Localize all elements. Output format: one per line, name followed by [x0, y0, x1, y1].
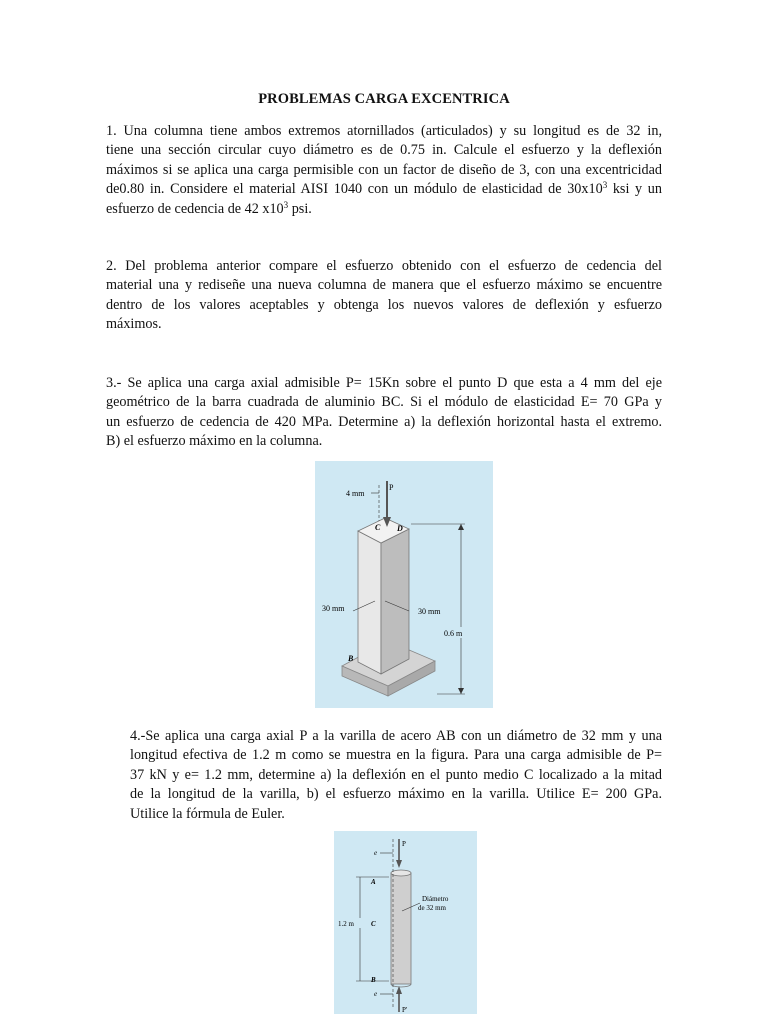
point-b-label: B	[371, 976, 376, 984]
width-right-label: 30 mm	[418, 607, 441, 616]
figure-square-column	[315, 461, 493, 708]
text-run: esfuerzo de cedencia de 42 x10	[106, 200, 284, 217]
problem-4-line: 37 kN y e= 1.2 mm, determine a) la deflexión en el punto medio C localizado a la mitad	[130, 766, 662, 783]
text-run: psi.	[288, 200, 312, 217]
bottom-load-label: P'	[402, 1006, 408, 1014]
problem-2-line: material una y rediseñe una nueva columna de manera que el esfuerzo máximo se encuentre	[106, 277, 662, 294]
superscript: 3	[602, 180, 608, 191]
point-b-label: B	[348, 654, 354, 663]
problem-3-line: un esfuerzo de cedencia de 420 MPa. Determine a) la deflexión horizontal hasta el extremo.	[106, 413, 662, 430]
point-c-label: C	[371, 920, 376, 928]
problem-3-line: geométrico de la barra cuadrada de aluminio BC. Si el módulo de elasticidad E= 70 GPa y	[106, 394, 662, 411]
problem-2-line: dentro de los valores aceptables y obtenga los nuevos valores de deflexión y esfuerzo	[106, 296, 662, 313]
problem-1-line: tiene una sección circular cuyo diámetro es de 0.75 in. Calcule el esfuerzo y la deflexión	[106, 142, 662, 159]
bottom-ecc-label: e	[374, 990, 378, 998]
length-label: 0.6 m	[444, 629, 463, 638]
top-load-label: P	[402, 840, 406, 848]
problem-4-line: longitud efectiva de 1.2 m como se muestra en la figura. Para una carga admisible de P=	[130, 747, 662, 764]
figure-round-rod	[334, 831, 477, 1014]
round-rod-diagram	[334, 831, 477, 1014]
diameter-label-line1: Diámetro	[422, 895, 449, 903]
problem-4-line: de la longitud de la varilla, b) el esfuerzo máximo en la varilla. Utilice E= 200 GPa.	[130, 786, 662, 803]
ecc-label: 4 mm	[346, 489, 365, 498]
problem-4-line: Utilice la fórmula de Euler.	[130, 805, 285, 822]
diameter-label-line2: de 32 mm	[418, 904, 446, 912]
square-column-diagram	[315, 461, 493, 708]
column-right-face	[381, 529, 409, 674]
point-a-label: A	[371, 878, 376, 886]
rod-top	[391, 870, 411, 876]
problem-4	[130, 727, 662, 824]
point-c-label: C	[375, 523, 381, 532]
problem-3-line: 3.- Se aplica una carga axial admisible P= 15Kn sobre el punto D que esta a 4 mm del eje	[106, 375, 662, 391]
problem-2-line: 2. Del problema anterior compare el esfuerzo obtenido con el esfuerzo de cedencia del	[106, 258, 662, 274]
rod-body	[391, 873, 411, 984]
problem-1-line: 1. Una columna tiene ambos extremos atornillados (articulados) y su longitud es de 32 in,	[106, 123, 662, 139]
problem-1-line: máximos si se aplica una carga permisible con un factor de diseño de 3, con una excentricidad	[106, 161, 662, 178]
problem-2-line: máximos.	[106, 316, 162, 333]
problem-4-line: 4.-Se aplica una carga axial P a la varilla de acero AB con un diámetro de 32 mm y una	[130, 728, 662, 744]
text-run: de0.80 in. Considere el material AISI 1040 con un módulo de elasticidad de 30x10	[106, 181, 603, 198]
text-run: ksi y un	[607, 181, 662, 198]
problem-1-line	[106, 200, 662, 219]
problem-3	[106, 374, 662, 452]
point-d-label: D	[397, 524, 403, 533]
superscript: 3	[283, 199, 289, 210]
column-left-face	[358, 531, 381, 674]
problem-1-line	[106, 180, 662, 199]
page-title: PROBLEMAS CARGA EXCENTRICA	[258, 91, 510, 107]
top-ecc-label: e	[374, 849, 378, 857]
width-left-label: 30 mm	[322, 604, 345, 613]
problem-2	[106, 257, 662, 335]
load-label: P	[389, 483, 394, 492]
problem-1	[106, 122, 662, 219]
length-label: 1.2 m	[338, 920, 354, 928]
problem-3-line: B) el esfuerzo máximo en la columna.	[106, 433, 323, 450]
